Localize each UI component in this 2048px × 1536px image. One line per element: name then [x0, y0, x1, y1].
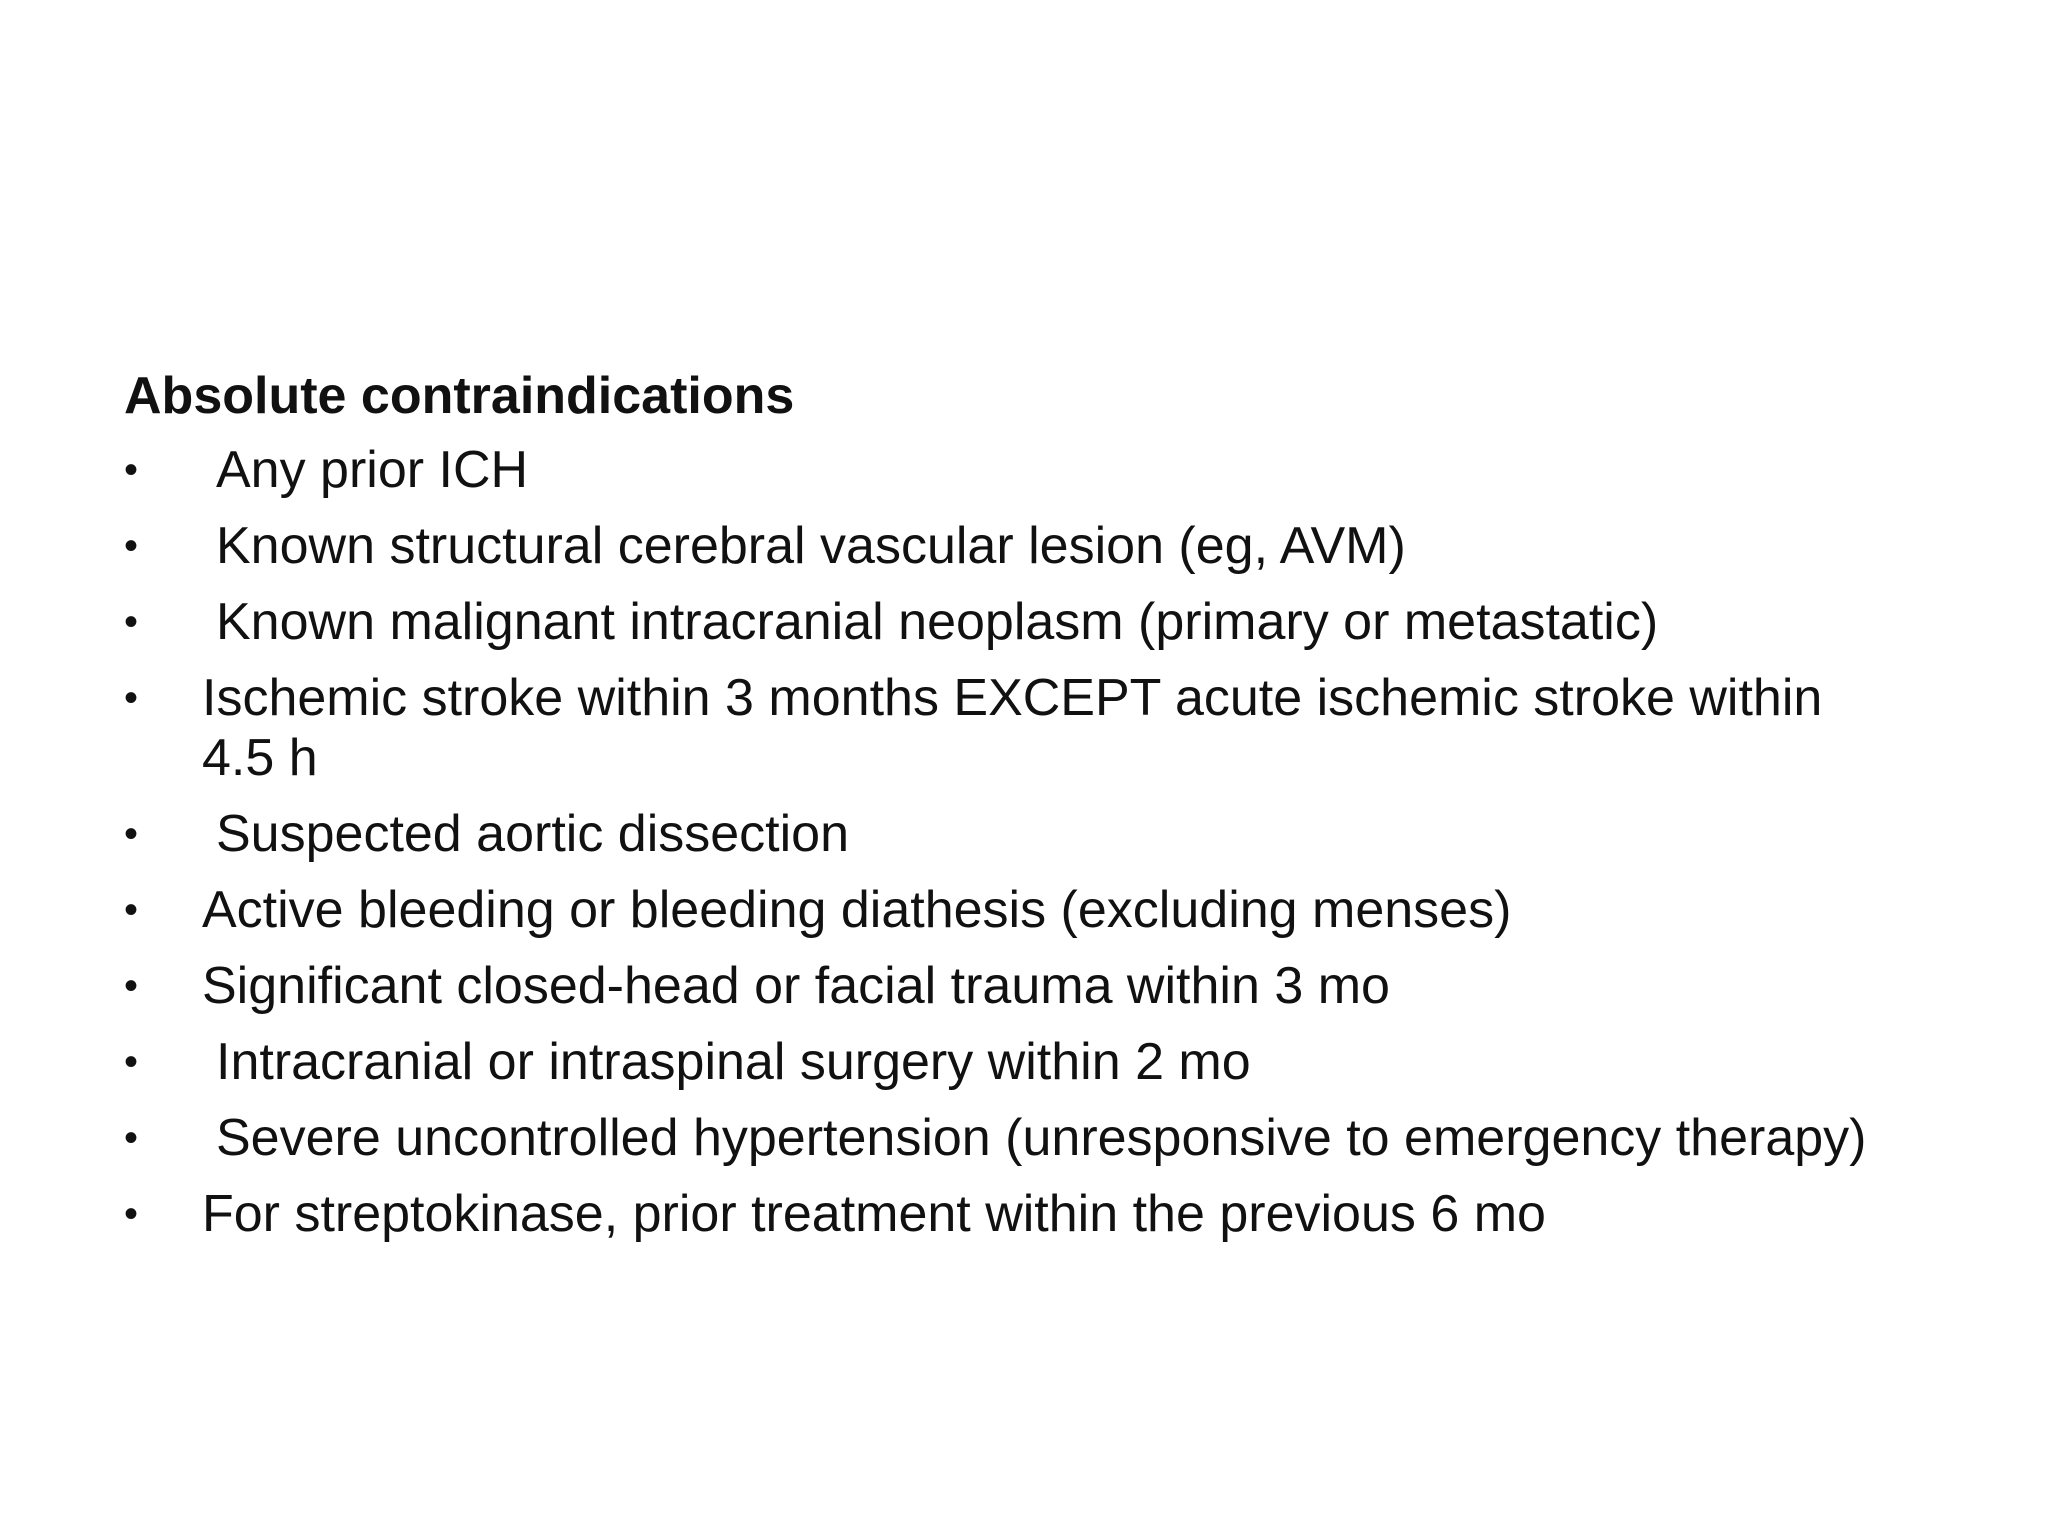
bullet-icon: • [124, 812, 139, 856]
list-item-text: For streptokinase, prior treatment within the previous 6 mo [202, 1185, 1546, 1243]
bullet-icon: • [124, 1116, 139, 1160]
bullet-icon: • [124, 888, 139, 932]
bullet-icon: • [124, 964, 139, 1008]
list-item-text: Any prior ICH [216, 441, 529, 499]
list-item-text: Intracranial or intraspinal surgery within 2 mo [216, 1033, 1251, 1091]
list-item-text: Severe uncontrolled hypertension (unresponsive to emergency therapy) [216, 1109, 1867, 1167]
bullet-icon: • [124, 600, 139, 644]
list-item [124, 804, 1944, 864]
list-item [124, 956, 1942, 1016]
bullet-icon: • [124, 524, 139, 568]
bullet-icon: • [124, 676, 139, 720]
list-item [124, 668, 1942, 788]
list-item-text: Ischemic stroke within 3 months EXCEPT acute ischemic stroke within 4.5 h [202, 669, 1823, 787]
bullet-icon: • [124, 1192, 139, 1236]
bullet-icon: • [124, 1040, 139, 1084]
list-item-text: Significant closed-head or facial trauma within 3 mo [202, 957, 1390, 1015]
list-item [124, 1108, 1944, 1168]
list-item [124, 440, 1944, 500]
list-item-text: Suspected aortic dissection [216, 805, 850, 863]
list-item [124, 880, 1942, 940]
list-item [124, 1184, 1942, 1244]
list-item-text: Active bleeding or bleeding diathesis (excluding menses) [202, 881, 1512, 939]
list-item [124, 1032, 1944, 1092]
contraindications-list [124, 440, 1944, 1244]
slide-content [124, 366, 1944, 1260]
list-item [124, 516, 1944, 576]
list-item [124, 592, 1944, 652]
bullet-icon: • [124, 448, 139, 492]
list-item-text: Known malignant intracranial neoplasm (primary or metastatic) [216, 593, 1659, 651]
slide-heading: Absolute contraindications [124, 367, 795, 425]
list-item-text: Known structural cerebral vascular lesion (eg, AVM) [216, 517, 1406, 575]
